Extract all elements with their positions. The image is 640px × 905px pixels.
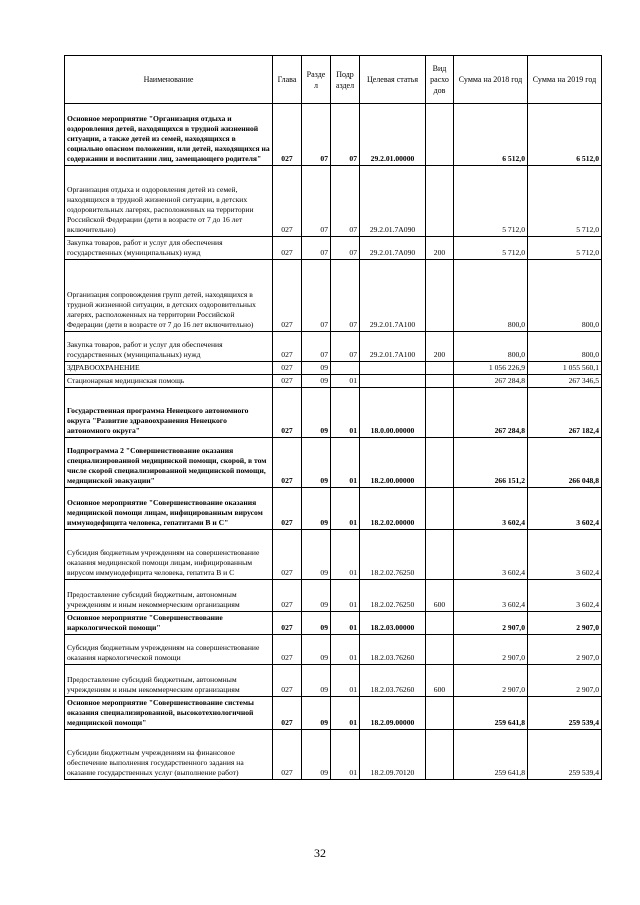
row-glava: 027 <box>273 332 302 362</box>
table-row <box>65 362 602 375</box>
row-name: Субсидия бюджетным учреждениям на совершенствование оказания наркологической помощи <box>65 635 273 665</box>
row-razdel: 09 <box>302 635 331 665</box>
row-vid: 600 <box>426 580 454 612</box>
row-razdel: 07 <box>302 237 331 260</box>
row-sum-2019: 3 602,4 <box>528 488 602 530</box>
row-name: Основное мероприятие "Совершенствование системы оказания специализированной, высокотехнологичной медицинской помощи" <box>65 697 273 730</box>
row-statya: 18.2.00.00000 <box>360 438 426 488</box>
table-row <box>65 260 602 332</box>
row-glava: 027 <box>273 635 302 665</box>
table-row <box>65 438 602 488</box>
header-vid: Вид расхо дов <box>426 56 454 104</box>
table-row <box>65 332 602 362</box>
row-glava: 027 <box>273 697 302 730</box>
row-podrazdel: 01 <box>331 488 360 530</box>
row-vid <box>426 166 454 237</box>
row-sum-2018: 800,0 <box>454 260 528 332</box>
row-glava: 027 <box>273 388 302 438</box>
row-razdel: 07 <box>302 260 331 332</box>
table-row <box>65 166 602 237</box>
row-podrazdel: 01 <box>331 438 360 488</box>
row-vid <box>426 388 454 438</box>
table-row <box>65 388 602 438</box>
row-vid <box>426 488 454 530</box>
page-number: 32 <box>314 846 326 860</box>
row-sum-2018: 6 512,0 <box>454 104 528 166</box>
row-vid <box>426 635 454 665</box>
row-name: Предоставление субсидий бюджетным, автономным учреждениям и иным некоммерческим организациям <box>65 580 273 612</box>
row-name: Основное мероприятие "Организация отдыха и оздоровления детей, находящихся в трудной жизненной ситуации, а также детей из семей, находящихся в социально опасном положении, или детей, находящихся на содержании и воспитании лиц, замещающего родителя" <box>65 104 273 166</box>
row-name: Стационарная медицинская помощь <box>65 375 273 388</box>
row-podrazdel: 07 <box>331 260 360 332</box>
table-row <box>65 612 602 635</box>
row-podrazdel: 07 <box>331 332 360 362</box>
row-glava: 027 <box>273 612 302 635</box>
row-statya: 29.2.01.7А090 <box>360 237 426 260</box>
row-vid: 600 <box>426 665 454 697</box>
row-statya <box>360 362 426 375</box>
table-row <box>65 104 602 166</box>
row-sum-2019: 800,0 <box>528 332 602 362</box>
row-razdel: 09 <box>302 438 331 488</box>
row-vid <box>426 104 454 166</box>
row-name: Субсидия бюджетным учреждениям на совершенствование оказания медицинской помощи лицам, инфицированным вирусом иммунодефицита человека, гепатита В и С <box>65 530 273 580</box>
table-body <box>65 104 602 780</box>
row-sum-2019: 267 182,4 <box>528 388 602 438</box>
row-glava: 027 <box>273 438 302 488</box>
row-name: Организация сопровождения групп детей, находящихся в трудной жизненной ситуации, в детских оздоровительных лагерях, расположенных на территории Российской Федерации (дети в возрасте от 7 до 16 лет включительно) <box>65 260 273 332</box>
row-glava: 027 <box>273 730 302 780</box>
row-name: Субсидии бюджетным учреждениям на финансовое обеспечение выполнения государственного задания на оказание государственных услуг (выполнение работ) <box>65 730 273 780</box>
table-row <box>65 237 602 260</box>
header-podrazdel: Подр аздел <box>331 56 360 104</box>
table-header <box>65 56 602 104</box>
row-podrazdel: 07 <box>331 104 360 166</box>
row-name: Основное мероприятие "Совершенствование оказания медицинской помощи лицам, инфицированным вирусом иммунодефицита человека, гепатитами В и С" <box>65 488 273 530</box>
row-sum-2018: 266 151,2 <box>454 438 528 488</box>
row-vid: 200 <box>426 332 454 362</box>
table-row <box>65 530 602 580</box>
row-vid <box>426 362 454 375</box>
row-vid <box>426 730 454 780</box>
row-glava: 027 <box>273 488 302 530</box>
row-sum-2018: 259 641,8 <box>454 697 528 730</box>
row-podrazdel: 07 <box>331 166 360 237</box>
row-vid <box>426 375 454 388</box>
row-razdel: 09 <box>302 530 331 580</box>
row-sum-2019: 5 712,0 <box>528 166 602 237</box>
row-podrazdel: 01 <box>331 665 360 697</box>
row-statya: 29.2.01.7А100 <box>360 260 426 332</box>
row-statya: 29.2.01.7А090 <box>360 166 426 237</box>
row-statya: 18.2.02.00000 <box>360 488 426 530</box>
row-glava: 027 <box>273 362 302 375</box>
row-sum-2019: 5 712,0 <box>528 237 602 260</box>
row-razdel: 09 <box>302 488 331 530</box>
row-sum-2019: 2 907,0 <box>528 665 602 697</box>
row-razdel: 09 <box>302 730 331 780</box>
row-sum-2019: 266 048,8 <box>528 438 602 488</box>
row-podrazdel: 01 <box>331 635 360 665</box>
row-podrazdel: 01 <box>331 580 360 612</box>
row-glava: 027 <box>273 166 302 237</box>
row-vid <box>426 260 454 332</box>
row-sum-2018: 267 284,8 <box>454 388 528 438</box>
header-statya: Целевая статья <box>360 56 426 104</box>
row-sum-2018: 1 056 226,9 <box>454 362 528 375</box>
row-name: Подпрограмма 2 "Совершенствование оказания специализированной медицинской помощи, скорой, в том числе скорой специализированной медицинской помощи, медицинской эвакуации" <box>65 438 273 488</box>
row-vid <box>426 438 454 488</box>
row-sum-2018: 267 284,8 <box>454 375 528 388</box>
row-name: Предоставление субсидий бюджетным, автономным учреждениям и иным некоммерческим организациям <box>65 665 273 697</box>
row-razdel: 09 <box>302 580 331 612</box>
row-name: Организация отдыха и оздоровления детей из семей, находящихся в трудной жизненной ситуации, в детских оздоровительных лагерях, расположенных на территории Российской Федерации (дети в возрасте от 7 до 16 лет включительно) <box>65 166 273 237</box>
row-vid <box>426 530 454 580</box>
row-razdel: 09 <box>302 388 331 438</box>
table-row <box>65 580 602 612</box>
table-row <box>65 488 602 530</box>
row-glava: 027 <box>273 530 302 580</box>
row-razdel: 09 <box>302 612 331 635</box>
row-sum-2019: 6 512,0 <box>528 104 602 166</box>
row-name: ЗДРАВООХРАНЕНИЕ <box>65 362 273 375</box>
row-statya: 18.2.03.76260 <box>360 665 426 697</box>
table-row <box>65 697 602 730</box>
row-sum-2019: 2 907,0 <box>528 612 602 635</box>
row-sum-2018: 259 641,8 <box>454 730 528 780</box>
row-sum-2019: 2 907,0 <box>528 635 602 665</box>
table-row <box>65 665 602 697</box>
header-razdel: Разде л <box>302 56 331 104</box>
header-glava: Глава <box>273 56 302 104</box>
row-razdel: 09 <box>302 665 331 697</box>
row-podrazdel: 01 <box>331 697 360 730</box>
row-statya <box>360 375 426 388</box>
row-podrazdel: 01 <box>331 375 360 388</box>
row-sum-2018: 2 907,0 <box>454 635 528 665</box>
row-statya: 18.2.09.00000 <box>360 697 426 730</box>
table-row <box>65 730 602 780</box>
row-glava: 027 <box>273 665 302 697</box>
row-statya: 29.2.01.00000 <box>360 104 426 166</box>
row-statya: 18.2.02.76250 <box>360 580 426 612</box>
row-name: Государственная программа Ненецкого автономного округа "Развитие здравоохранения Ненецкого автономного округа" <box>65 388 273 438</box>
row-sum-2019: 3 602,4 <box>528 580 602 612</box>
row-sum-2019: 259 539,4 <box>528 730 602 780</box>
row-glava: 027 <box>273 375 302 388</box>
row-name: Закупка товаров, работ и услуг для обеспечения государственных (муниципальных) нужд <box>65 332 273 362</box>
header-sum-2018: Сумма на 2018 год <box>454 56 528 104</box>
row-razdel: 07 <box>302 166 331 237</box>
row-razdel: 07 <box>302 104 331 166</box>
row-statya: 18.2.03.00000 <box>360 612 426 635</box>
table-row <box>65 375 602 388</box>
header-name: Наименование <box>65 56 273 104</box>
row-sum-2018: 3 602,4 <box>454 580 528 612</box>
row-sum-2018: 3 602,4 <box>454 530 528 580</box>
row-statya: 18.2.09.70120 <box>360 730 426 780</box>
row-statya: 18.0.00.00000 <box>360 388 426 438</box>
row-glava: 027 <box>273 580 302 612</box>
row-sum-2018: 5 712,0 <box>454 166 528 237</box>
row-glava: 027 <box>273 237 302 260</box>
row-sum-2019: 800,0 <box>528 260 602 332</box>
row-sum-2019: 267 346,5 <box>528 375 602 388</box>
row-glava: 027 <box>273 260 302 332</box>
row-statya: 29.2.01.7А100 <box>360 332 426 362</box>
row-podrazdel: 01 <box>331 530 360 580</box>
row-sum-2018: 2 907,0 <box>454 665 528 697</box>
row-glava: 027 <box>273 104 302 166</box>
row-podrazdel: 07 <box>331 237 360 260</box>
row-vid: 200 <box>426 237 454 260</box>
row-podrazdel <box>331 362 360 375</box>
row-podrazdel: 01 <box>331 730 360 780</box>
budget-table <box>64 55 602 780</box>
row-razdel: 09 <box>302 362 331 375</box>
row-statya: 18.2.03.76260 <box>360 635 426 665</box>
row-sum-2018: 3 602,4 <box>454 488 528 530</box>
row-name: Основное мероприятие "Совершенствование наркологической помощи" <box>65 612 273 635</box>
table-row <box>65 635 602 665</box>
row-razdel: 07 <box>302 332 331 362</box>
row-sum-2019: 259 539,4 <box>528 697 602 730</box>
row-sum-2019: 3 602,4 <box>528 530 602 580</box>
row-sum-2019: 1 055 560,1 <box>528 362 602 375</box>
row-podrazdel: 01 <box>331 388 360 438</box>
row-razdel: 09 <box>302 375 331 388</box>
row-vid <box>426 697 454 730</box>
row-sum-2018: 2 907,0 <box>454 612 528 635</box>
header-sum-2019: Сумма на 2019 год <box>528 56 602 104</box>
row-podrazdel: 01 <box>331 612 360 635</box>
row-sum-2018: 800,0 <box>454 332 528 362</box>
row-sum-2018: 5 712,0 <box>454 237 528 260</box>
row-vid <box>426 612 454 635</box>
row-statya: 18.2.02.76250 <box>360 530 426 580</box>
row-razdel: 09 <box>302 697 331 730</box>
row-name: Закупка товаров, работ и услуг для обеспечения государственных (муниципальных) нужд <box>65 237 273 260</box>
